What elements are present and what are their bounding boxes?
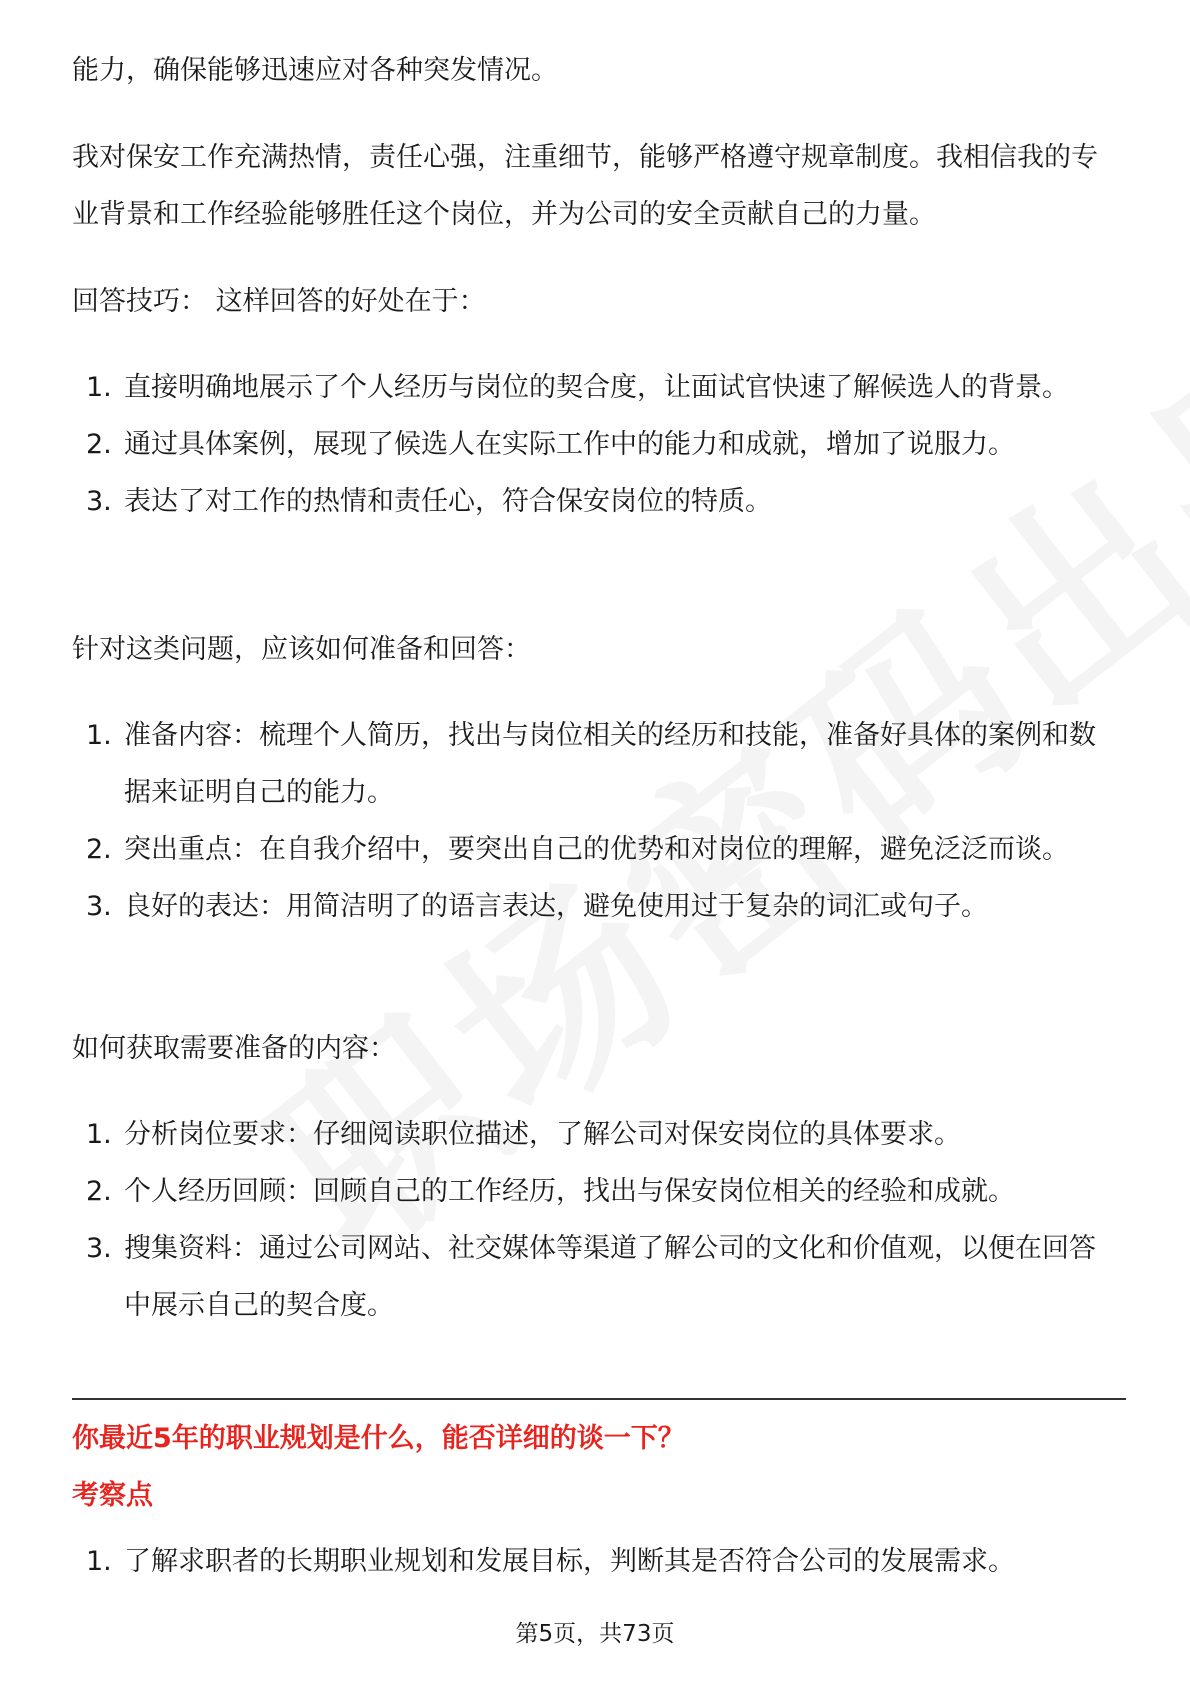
answer-tips-heading: 回答技巧： 这样回答的好处在于： [72,286,486,317]
list-number: 3. [86,1233,112,1264]
list-item-text: 了解求职者的长期职业规划和发展目标，判断其是否符合公司的发展需求。 [124,1546,1015,1577]
list-item [72,1533,1122,1590]
content-source-heading: 如何获取需要准备的内容： [72,1033,396,1064]
list-number: 3. [86,486,112,517]
question-title: 你最近5年的职业规划是什么，能否详细的谈一下？ [72,1423,685,1454]
preparation-heading: 针对这类问题，应该如何准备和回答： [72,634,531,665]
list-item-text: 突出重点：在自我介绍中，要突出自己的优势和对岗位的理解，避免泛泛而谈。 [124,834,1069,865]
list-item-text: 个人经历回顾：回顾自己的工作经历，找出与保安岗位相关的经验和成就。 [124,1176,1015,1207]
list-number: 2. [86,429,112,460]
list-number: 1. [86,372,112,403]
list-item [72,473,1122,530]
list-item-text: 直接明确地展示了个人经历与岗位的契合度，让面试官快速了解候选人的背景。 [124,372,1069,403]
list-item [72,821,1122,878]
list-item [72,416,1122,473]
paragraph-continuation: 能力，确保能够迅速应对各种突发情况。 [72,55,558,86]
list-number: 1. [86,720,112,751]
preparation-list [72,707,1122,935]
list-item-text: 良好的表达：用简洁明了的语言表达，避免使用过于复杂的词汇或句子。 [124,891,988,922]
list-item [72,707,1122,821]
list-item-text: 准备内容：梳理个人简历，找出与岗位相关的经历和技能，准备好具体的案例和数据来证明自己的能力。 [124,720,1096,808]
list-item [72,1163,1122,1220]
section-divider [72,1398,1126,1400]
list-item [72,359,1122,416]
list-item-text: 通过具体案例，展现了候选人在实际工作中的能力和成就，增加了说服力。 [124,429,1015,460]
list-item-text: 分析岗位要求：仔细阅读职位描述，了解公司对保安岗位的具体要求。 [124,1119,961,1150]
list-item [72,878,1122,935]
list-number: 2. [86,834,112,865]
paragraph-enthusiasm: 我对保安工作充满热情，责任心强，注重细节，能够严格遵守规章制度。我相信我的专业背景和工作经验能够胜任这个岗位，并为公司的安全贡献自己的力量。 [72,142,1098,230]
content-source-list [72,1106,1122,1334]
list-number: 1. [86,1119,112,1150]
list-item-text: 表达了对工作的热情和责任心，符合保安岗位的特质。 [124,486,772,517]
assessment-points-heading: 考察点 [72,1480,153,1511]
list-item [72,1106,1122,1163]
list-item-text: 搜集资料：通过公司网站、社交媒体等渠道了解公司的文化和价值观，以便在回答中展示自己的契合度。 [124,1233,1096,1321]
list-number: 3. [86,891,112,922]
assessment-points-list [72,1533,1122,1590]
answer-tips-list [72,359,1122,530]
list-number: 2. [86,1176,112,1207]
list-number: 1. [86,1546,112,1577]
list-item [72,1220,1122,1334]
page-footer: 第5页，共73页 [515,1621,675,1647]
